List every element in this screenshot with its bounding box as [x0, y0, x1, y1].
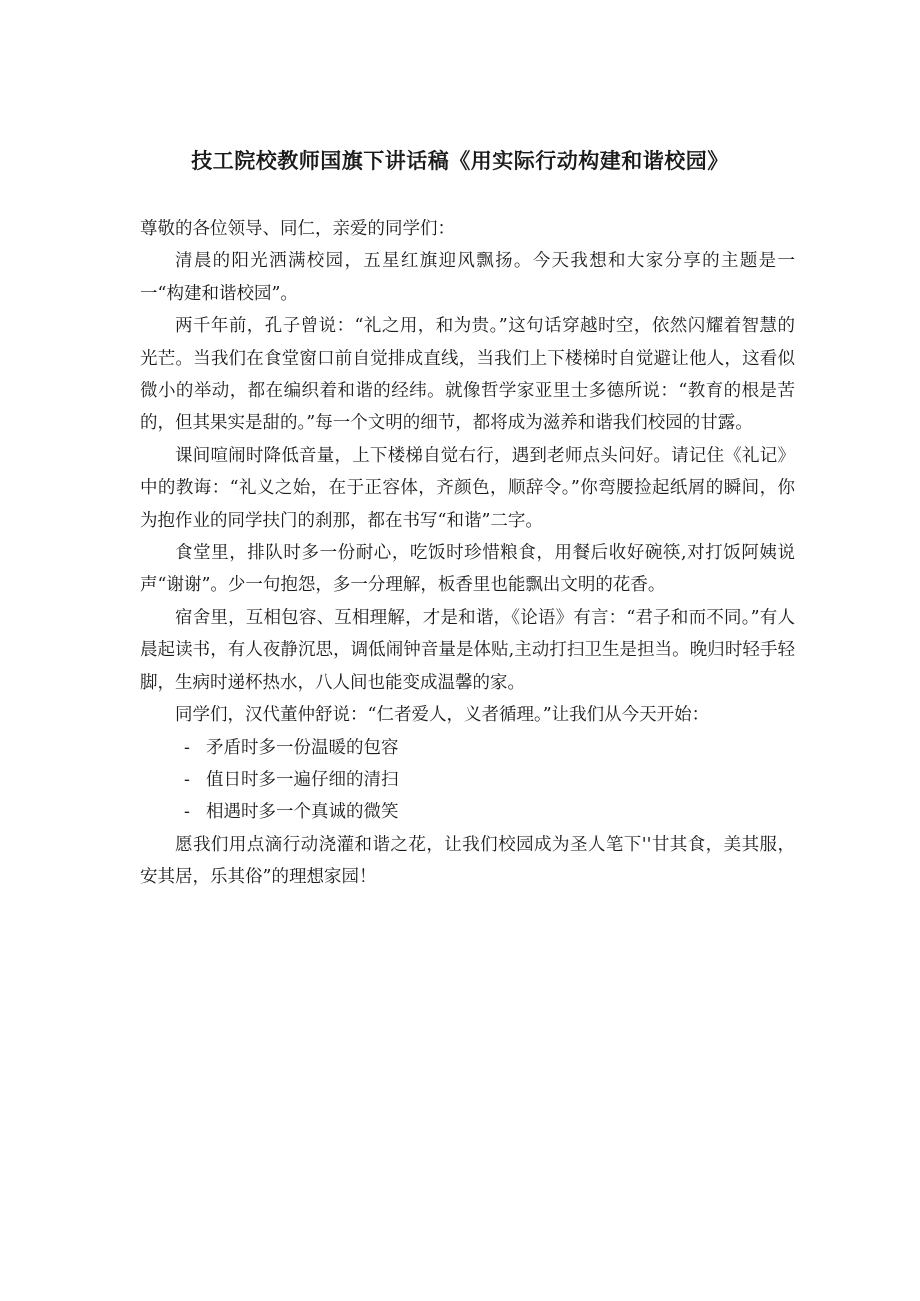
list-item-text: 矛盾时多一份温暖的包容 [206, 737, 399, 758]
list-item [140, 732, 795, 764]
document-body [140, 213, 795, 894]
paragraph-canteen: 食堂里，排队时多一份耐心，吃饭时珍惜粮食，用餐后收好碗筷,对打饭阿姨说声“谢谢”。少一句抱怨，多一分理解，板香里也能飘出文明的花香。 [140, 543, 795, 596]
paragraph-break-time: 课间喧闹时降低音量，上下楼梯自觉右行，遇到老师点头问好。请记住《礼记》中的教诲：“礼义之始，在于正容体，齐颜色，顺辞令。”你弯腰捡起纸屑的瞬间，你为抱作业的同学扶门的刹那，都在书写“和谐”二字。 [140, 445, 795, 531]
list-marker: - [184, 769, 190, 790]
list-item [140, 796, 795, 828]
paragraph-call-to-action: 同学们，汉代董仲舒说：“仁者爱人，义者循理。”让我们从今天开始： [175, 705, 710, 726]
paragraph-dormitory: 宿舍里，互相包容、互相理解，才是和谐，《论语》有言：“君子和而不同。”有人晨起读书，有人夜静沉思，调低闹钟音量是体贴,主动打扫卫生是担当。晚归时轻手轻脚，生病时递杯热水，八人间也能变成温馨的家。 [140, 607, 795, 693]
paragraph-confucius: 两千年前，孔子曾说：“礼之用，和为贵。”这句话穿越时空，依然闪耀着智慧的光芒。当我们在食堂窗口前自觉排成直线，当我们上下楼梯时自觉避让他人，这看似微小的举动，都在编织着和谐的经纬。就像哲学家亚里士多德所说：“教育的根是苦的，但其果实是甜的。”每一个文明的细节，都将成为滋养和谐我们校园的甘露。 [140, 316, 795, 434]
list-item-text: 相遇时多一个真诚的微笑 [206, 802, 399, 823]
paragraph-closing: 愿我们用点滴行动浇灌和谐之花，让我们校园成为圣人笔下''甘其食，美其服，安其居，乐其俗”的理想家园！ [140, 834, 795, 888]
action-list [140, 732, 795, 829]
list-item-text: 值日时多一遍仔细的清扫 [206, 769, 399, 790]
paragraph-intro: 清晨的阳光洒满校园，五星红旗迎风飘扬。今天我想和大家分享的主题是一一“构建和谐校园”。 [140, 251, 795, 304]
list-item [140, 764, 795, 796]
list-marker: - [184, 737, 190, 758]
list-marker: - [184, 802, 190, 823]
salutation: 尊敬的各位领导、同仁，亲爱的同学们： [140, 219, 455, 239]
document-title: 技工院校教师国旗下讲话稿《用实际行动构建和谐校园》 [191, 149, 729, 173]
